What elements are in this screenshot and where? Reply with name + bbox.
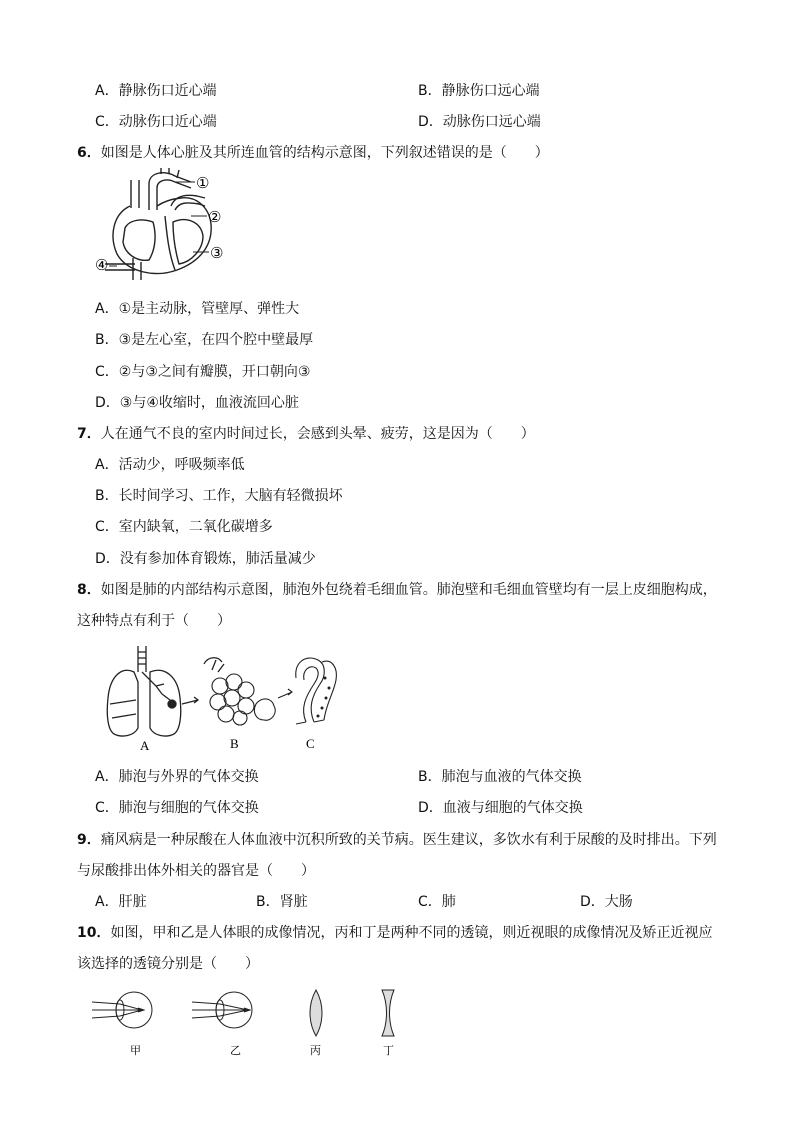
lung-label-b: B xyxy=(230,736,239,751)
eye-label-yi: 乙 xyxy=(230,1045,241,1057)
q9-stem-line1 xyxy=(77,830,717,850)
q6-option-b: B．③是左心室，在四个腔中壁最厚 xyxy=(95,332,314,348)
q10-stem-text-1: 如图，甲和乙是人体眼的成像情况，丙和丁是两种不同的透镜，则近视眼的成像情况及矫正近视应 xyxy=(110,925,713,941)
q8-stem-line1 xyxy=(77,580,717,600)
q7-option-d: D．没有参加体育锻炼，肺活量减少 xyxy=(95,551,316,567)
lens-label-ding: 丁 xyxy=(383,1045,394,1057)
q6-option-d: D．③与④收缩时，血液流回心脏 xyxy=(95,395,299,411)
q6-option-c: C．②与③之间有瓣膜，开口朝向③ xyxy=(95,364,311,380)
q9-number: 9． xyxy=(77,832,101,848)
q10-stem-line1 xyxy=(77,923,712,943)
q5-option-d: D．动脉伤口远心端 xyxy=(418,114,541,130)
heart-label-4: ④ xyxy=(95,258,109,274)
q7-option-c: C．室内缺氧，二氧化碳增多 xyxy=(95,519,273,535)
q7-stem-text: 人在通气不良的室内时间过长，会感到头晕、疲劳，这是因为（ ） xyxy=(100,426,535,442)
q7-option-b: B．长时间学习、工作，大脑有轻微损坏 xyxy=(95,488,343,504)
q9-stem-text-1: 痛风病是一种尿酸在人体血液中沉积所致的关节病。医生建议，多饮水有利于尿酸的及时排出。下列 xyxy=(100,832,717,848)
lung-label-c: C xyxy=(306,736,315,751)
q7-number: 7． xyxy=(77,426,101,442)
heart-label-3: ③ xyxy=(210,246,224,262)
q10-number: 10． xyxy=(77,925,111,941)
q7-option-a: A．活动少，呼吸频率低 xyxy=(95,457,245,473)
q10-stem-line2: 该选择的透镜分别是（ ） xyxy=(77,956,259,972)
q6-stem xyxy=(77,143,549,163)
q8-option-a: A．肺泡与外界的气体交换 xyxy=(95,769,259,785)
q9-stem-line2: 与尿酸排出体外相关的器官是（ ） xyxy=(77,863,315,879)
lung-structure-diagram xyxy=(100,642,345,757)
q9-option-a: A．肝脏 xyxy=(95,894,147,910)
q8-stem-text-1: 如图是肺的内部结构示意图，肺泡外包绕着毛细血管。肺泡壁和毛细血管壁均有一层上皮细胞构成， xyxy=(100,582,717,598)
q8-number: 8． xyxy=(77,582,101,598)
q9-option-d: D．大肠 xyxy=(580,894,633,910)
q5-option-c: C．动脉伤口近心端 xyxy=(95,114,217,130)
q7-stem xyxy=(77,424,535,444)
q6-option-a: A．①是主动脉，管壁厚、弹性大 xyxy=(95,301,300,317)
q5-option-a: A．静脉伤口近心端 xyxy=(95,83,217,99)
eye-label-jia: 甲 xyxy=(130,1045,141,1057)
q6-stem-text: 如图是人体心脏及其所连血管的结构示意图，下列叙述错误的是（ ） xyxy=(100,145,549,161)
heart-diagram xyxy=(95,166,235,286)
q8-option-c: C．肺泡与细胞的气体交换 xyxy=(95,800,259,816)
q8-option-b: B．肺泡与血液的气体交换 xyxy=(418,769,582,785)
heart-label-1: ① xyxy=(196,176,210,192)
q8-option-d: D．血液与细胞的气体交换 xyxy=(418,800,583,816)
q6-number: 6． xyxy=(77,145,101,161)
q8-stem-line2: 这种特点有利于（ ） xyxy=(77,613,231,629)
q9-option-b: B．肾脏 xyxy=(256,894,308,910)
heart-label-2: ② xyxy=(208,210,222,226)
q5-option-b: B．静脉伤口远心端 xyxy=(418,83,540,99)
q9-option-c: C．肺 xyxy=(418,894,456,910)
lens-label-bing: 丙 xyxy=(310,1045,321,1057)
lung-label-a: A xyxy=(140,738,150,753)
eye-lens-diagram xyxy=(90,988,410,1060)
